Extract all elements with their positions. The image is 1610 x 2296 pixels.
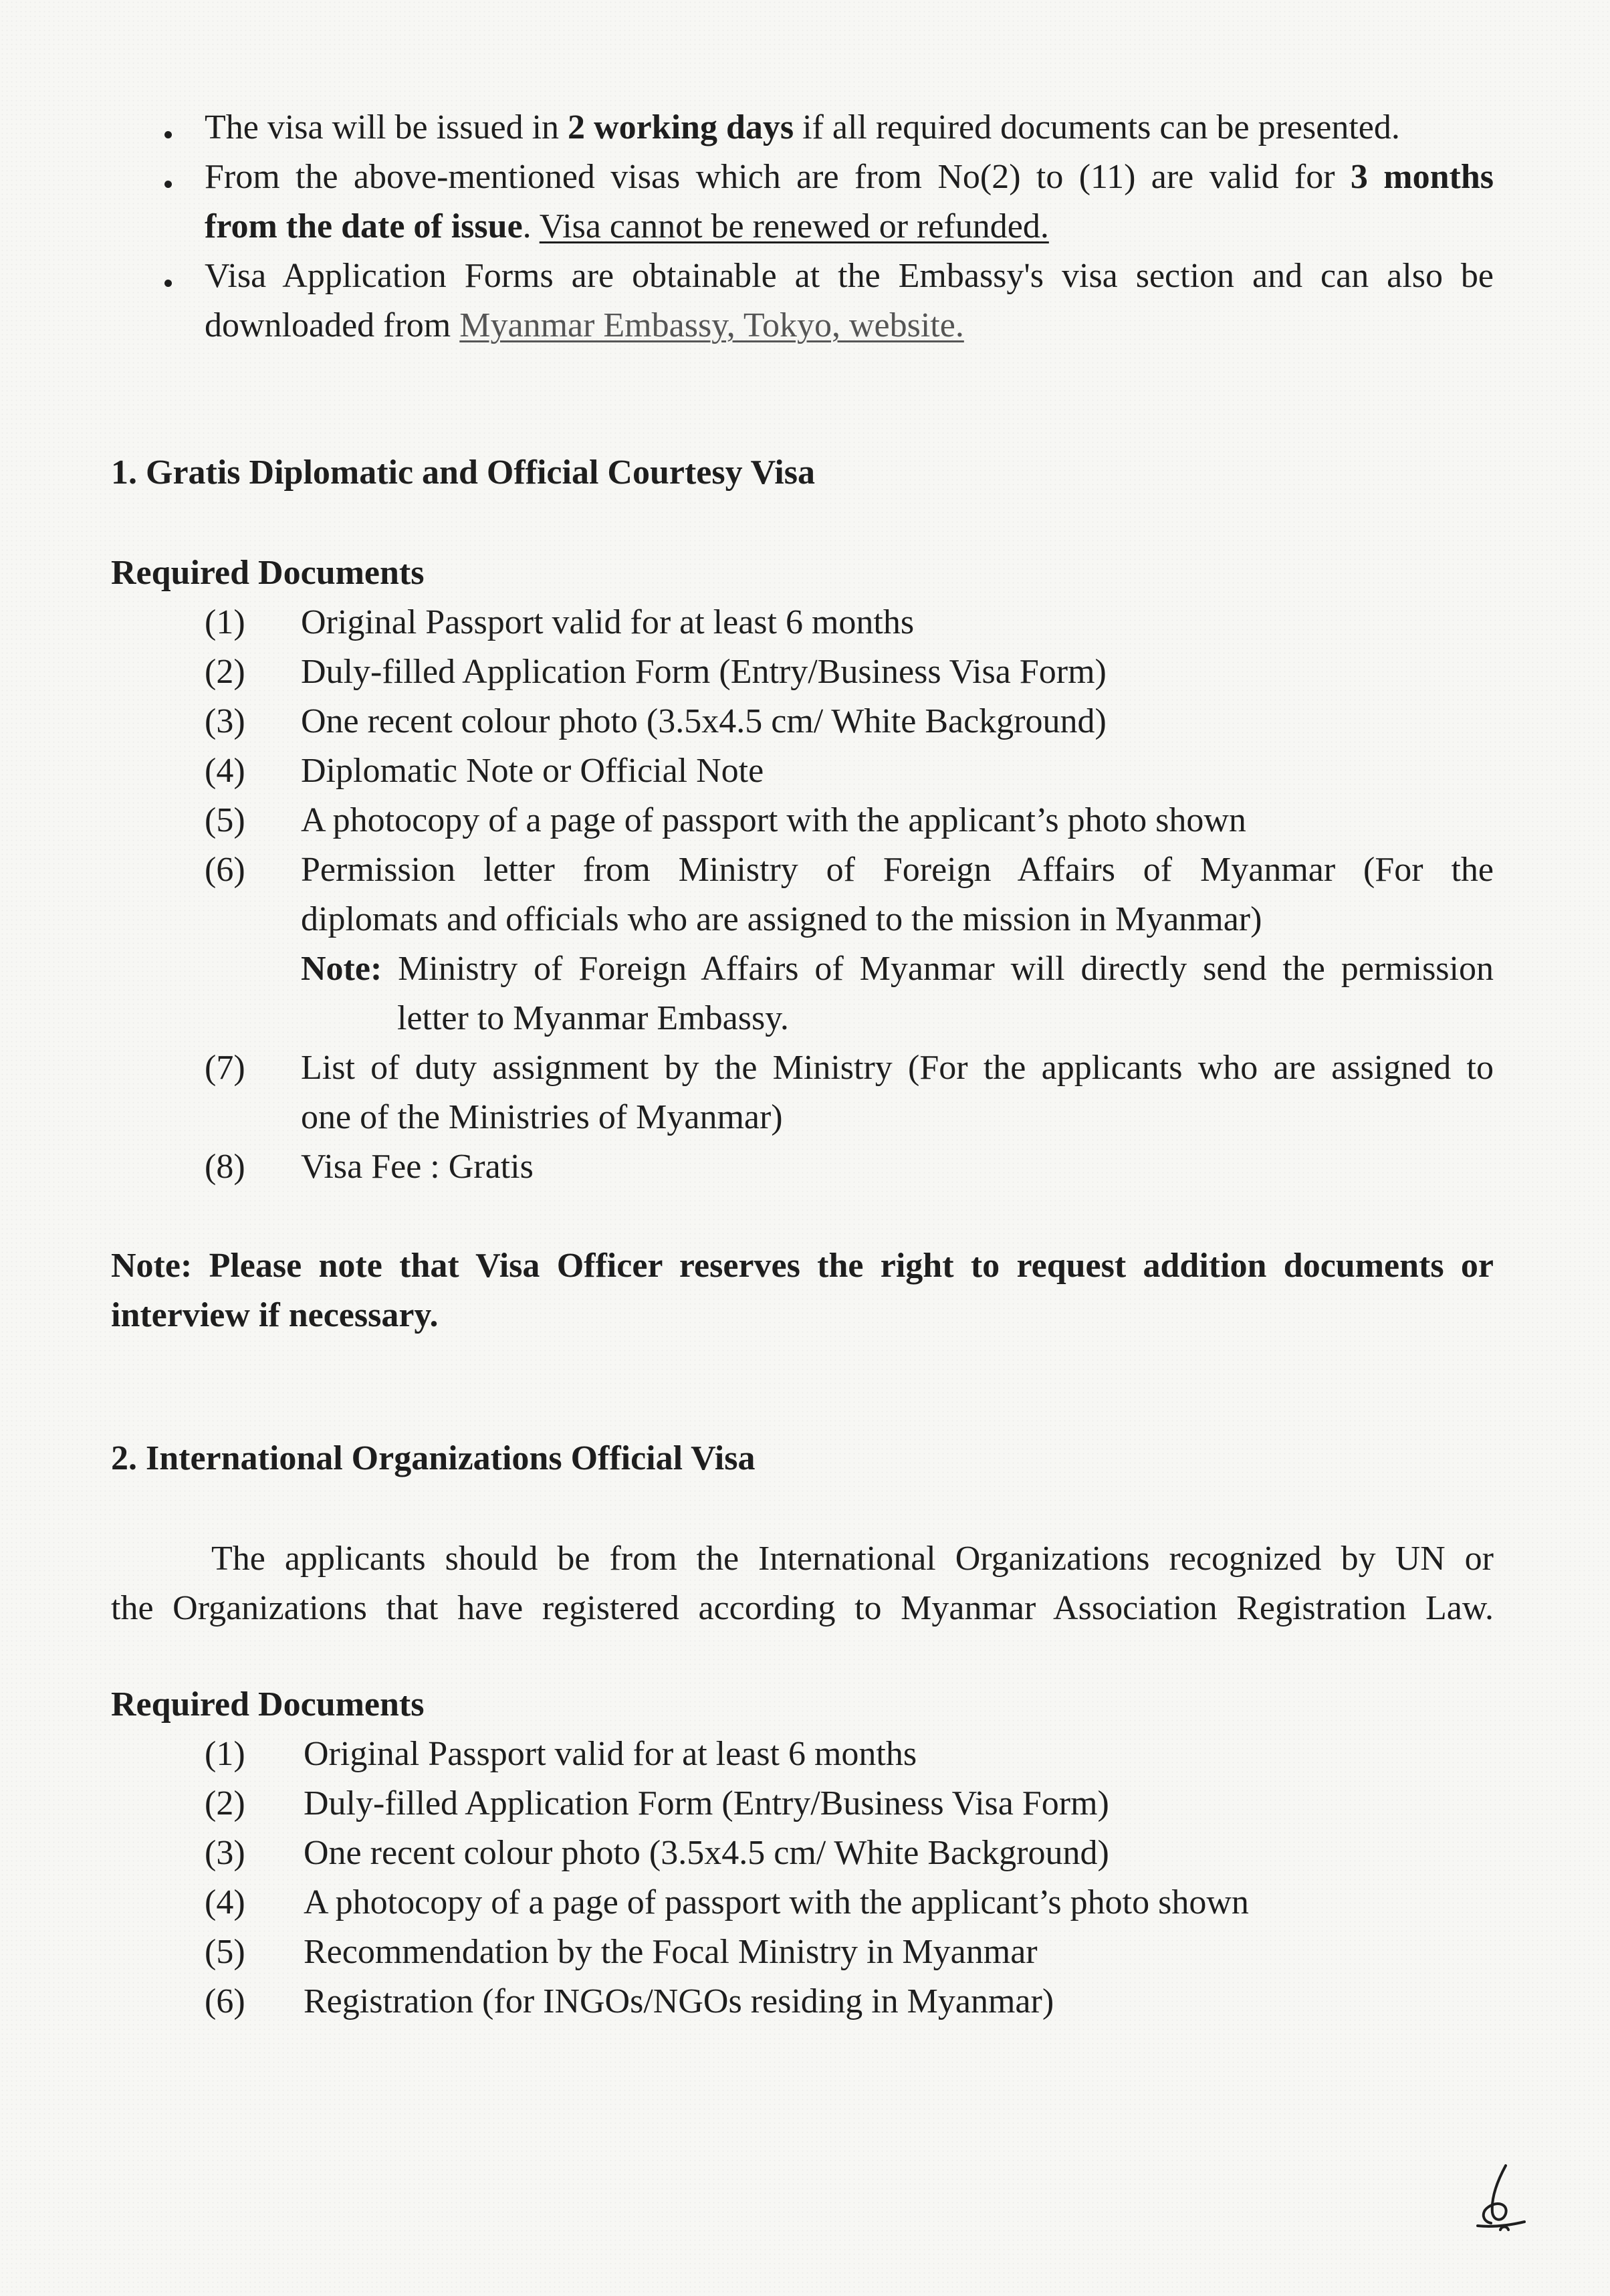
section-1-note-line-2: interview if necessary. bbox=[111, 1296, 439, 1334]
section-1-item-4: Diplomatic Note or Official Note bbox=[301, 752, 764, 790]
item-number: (6) bbox=[205, 851, 245, 889]
handwritten-initial-mark bbox=[1471, 2160, 1531, 2234]
section-1-item-3: One recent colour photo (3.5x4.5 cm/ White Background) bbox=[301, 702, 1107, 740]
section-2-item-4: A photocopy of a page of passport with the applicant’s photo shown bbox=[304, 1883, 1249, 1921]
bullet-2-line-1 bbox=[205, 152, 1494, 202]
bullet-1 bbox=[205, 103, 1400, 152]
item-number: (7) bbox=[205, 1049, 245, 1087]
section-1-item-6-line-2: diplomats and officials who are assigned to the mission in Myanmar) bbox=[301, 900, 1262, 938]
section-2-item-6: Registration (for INGOs/NGOs residing in Myanmar) bbox=[304, 1982, 1054, 2020]
item-number: (2) bbox=[205, 1784, 245, 1822]
section-1-item-6-line-1: Permission letter from Ministry of Foreign Affairs of Myanmar (For the bbox=[301, 851, 1494, 889]
inner-note-text: Ministry of Foreign Affairs of Myanmar will directly send the permission bbox=[382, 950, 1494, 988]
section-1-required-heading: Required Documents bbox=[111, 554, 425, 592]
item-number: (4) bbox=[205, 752, 245, 790]
bullet-2-bold-date: from the date of issue bbox=[205, 207, 523, 245]
section-1-title: 1. Gratis Diplomatic and Official Courtesy Visa bbox=[111, 453, 815, 492]
bullet-1-bold: 2 working days bbox=[568, 108, 794, 146]
item-number: (6) bbox=[205, 1982, 245, 2020]
section-2-required-heading: Required Documents bbox=[111, 1685, 425, 1724]
item-number: (1) bbox=[205, 603, 245, 641]
section-2-paragraph-line-1: The applicants should be from the International Organizations recognized by UN or bbox=[211, 1540, 1494, 1578]
bullet-3-text-pre: downloaded from bbox=[205, 306, 460, 344]
section-2-item-3: One recent colour photo (3.5x4.5 cm/ White Background) bbox=[304, 1834, 1109, 1872]
item-number: (3) bbox=[205, 1834, 245, 1872]
bullet-1-text-post: if all required documents can be presented. bbox=[794, 108, 1400, 146]
embassy-website-link[interactable]: Myanmar Embassy, Tokyo, website. bbox=[459, 306, 964, 344]
item-number: (5) bbox=[205, 801, 245, 839]
section-2-title: 2. International Organizations Official Visa bbox=[111, 1439, 756, 1477]
bullet-2-separator: . bbox=[522, 207, 540, 245]
bullet-2-bold: 3 months bbox=[1350, 158, 1494, 196]
section-1-item-7-line-1: List of duty assignment by the Ministry (For the applicants who are assigned to bbox=[301, 1049, 1494, 1087]
item-number: (4) bbox=[205, 1883, 245, 1921]
bullet-1-text-pre: The visa will be issued in bbox=[205, 108, 568, 146]
section-2-item-5: Recommendation by the Focal Ministry in Myanmar bbox=[304, 1933, 1038, 1971]
bullet-3-line-2 bbox=[205, 301, 964, 350]
section-1-item-1: Original Passport valid for at least 6 months bbox=[301, 603, 915, 641]
bullet-2-underlined: Visa cannot be renewed or refunded. bbox=[539, 207, 1049, 245]
item-number: (2) bbox=[205, 653, 245, 691]
inner-note-label: Note: bbox=[301, 950, 382, 988]
section-2-item-1: Original Passport valid for at least 6 months bbox=[304, 1735, 917, 1773]
section-1-inner-note-line-2: letter to Myanmar Embassy. bbox=[397, 999, 789, 1037]
item-number: (1) bbox=[205, 1735, 245, 1773]
bullet-2-text-pre: From the above-mentioned visas which are from No(2) to (11) are valid for bbox=[205, 158, 1351, 196]
bullet-3-line-1: Visa Application Forms are obtainable at the Embassy's visa section and can also be bbox=[205, 257, 1494, 295]
section-2-paragraph-line-2: the Organizations that have registered according to Myanmar Association Registration Law. bbox=[111, 1589, 1494, 1627]
bullet-dot bbox=[164, 280, 172, 287]
section-1-item-5: A photocopy of a page of passport with the applicant’s photo shown bbox=[301, 801, 1246, 839]
section-1-note-line-1: Note: Please note that Visa Officer reserves the right to request addition documents or bbox=[111, 1247, 1494, 1285]
bullet-dot bbox=[164, 181, 172, 188]
section-1-item-8: Visa Fee : Gratis bbox=[301, 1148, 534, 1186]
bullet-dot bbox=[164, 131, 172, 138]
item-number: (3) bbox=[205, 702, 245, 740]
item-number: (5) bbox=[205, 1933, 245, 1971]
bullet-2-line-2 bbox=[205, 202, 1049, 251]
section-1-inner-note-line-1 bbox=[301, 944, 1494, 994]
item-number: (8) bbox=[205, 1148, 245, 1186]
section-1-item-7-line-2: one of the Ministries of Myanmar) bbox=[301, 1098, 783, 1136]
section-2-item-2: Duly-filled Application Form (Entry/Business Visa Form) bbox=[304, 1784, 1109, 1822]
section-1-item-2: Duly-filled Application Form (Entry/Business Visa Form) bbox=[301, 653, 1107, 691]
